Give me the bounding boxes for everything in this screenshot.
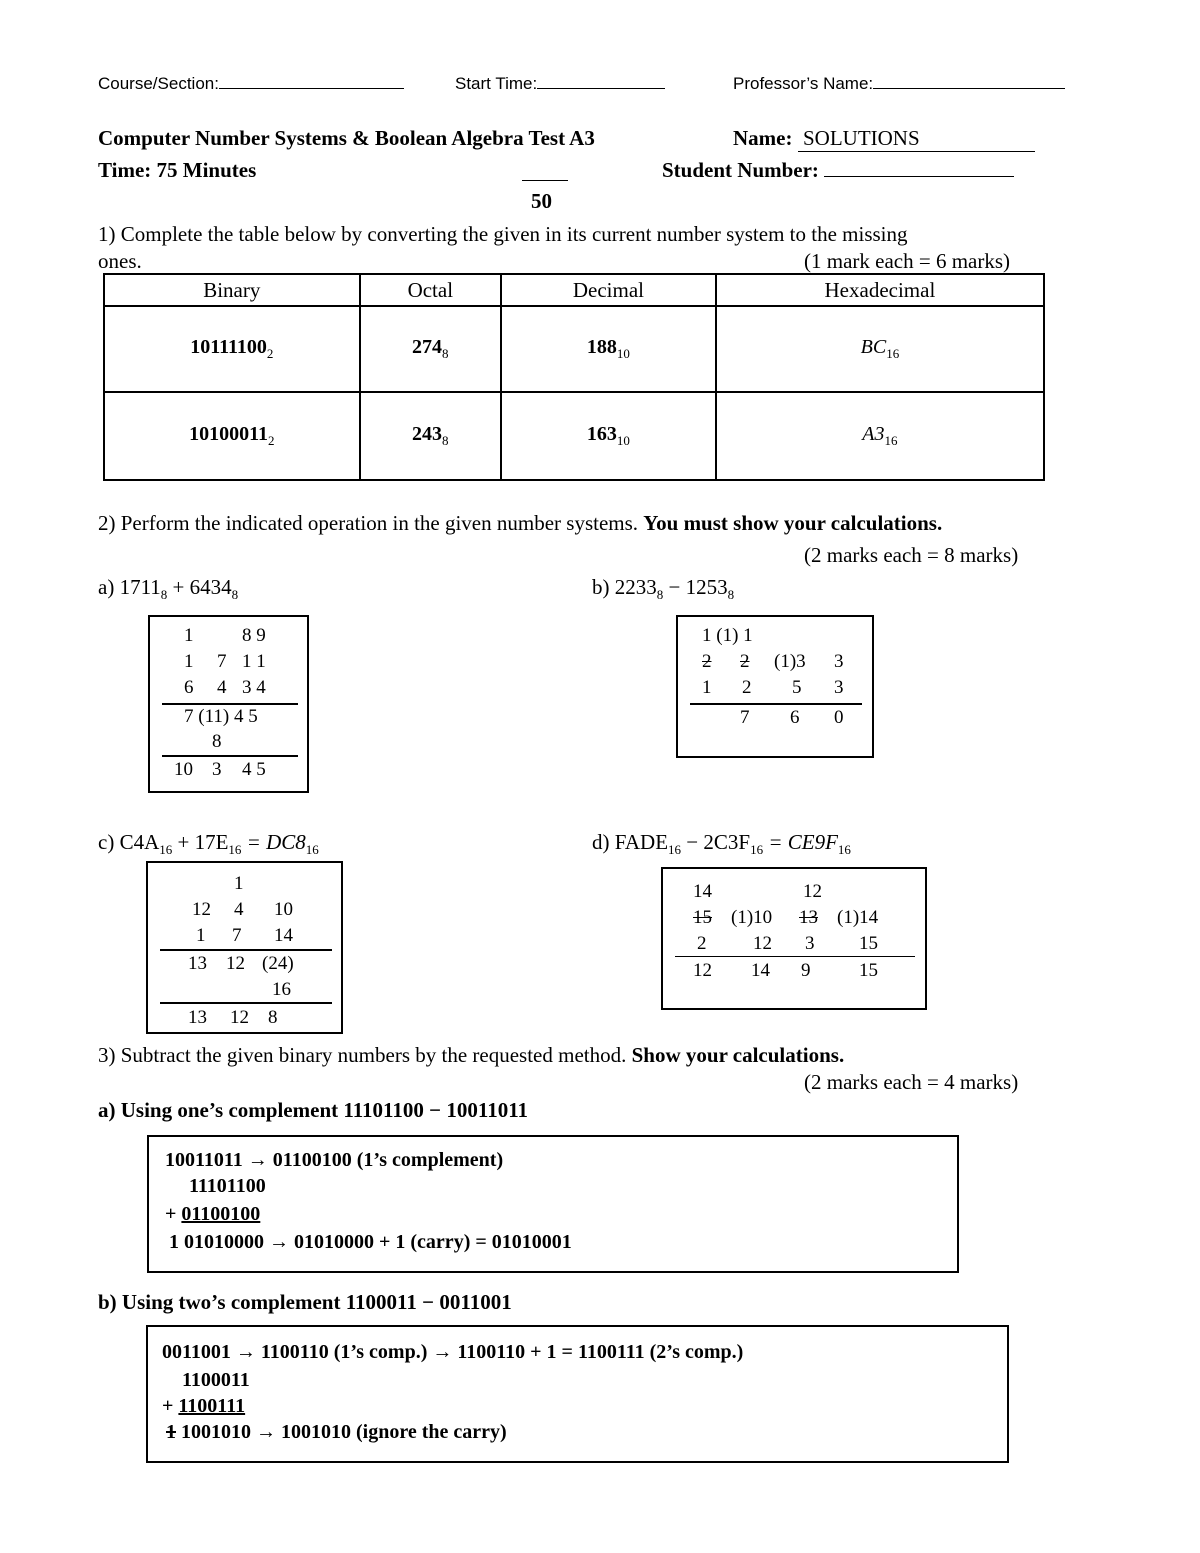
q3b-work-box bbox=[146, 1325, 1009, 1463]
q2c-label: c) $C4A_{16} + 17E_{16} = DC8_{16}$ bbox=[98, 830, 319, 858]
q2b-r4-b: 6 bbox=[790, 707, 800, 728]
q2b-r2-c: (1)3 bbox=[774, 651, 806, 672]
q2c-r4-b: 12 bbox=[226, 953, 245, 974]
q2a-r6-b: 3 bbox=[212, 759, 222, 780]
q2b-r1: 1 (1) 1 bbox=[702, 625, 753, 646]
student-number-blank[interactable] bbox=[824, 176, 1014, 177]
q2d-r2-c: 13 bbox=[799, 907, 818, 928]
q1-prompt-line2: ones. bbox=[98, 249, 142, 273]
cell-decimal: $163_{10}$ bbox=[501, 392, 716, 480]
q2-marks: (2 marks each = 8 marks) bbox=[804, 543, 1019, 567]
q2c-r6-b: 12 bbox=[230, 1007, 249, 1028]
q2c-r1: 1 bbox=[234, 873, 244, 894]
q2a-r3-a: 6 bbox=[184, 677, 194, 698]
q2b-r4-a: 7 bbox=[740, 707, 750, 728]
q2b-r2-b: 2 bbox=[740, 651, 750, 672]
q2a-r3-b: 4 bbox=[217, 677, 227, 698]
q2b-r3-d: 3 bbox=[834, 677, 844, 698]
q3b-line4: 1 1001010 → 1001010 (ignore the carry) bbox=[166, 1421, 507, 1443]
q2b-work-box bbox=[676, 615, 874, 758]
q2c-r4-a: 13 bbox=[188, 953, 207, 974]
q2a-r1-b: 8 9 bbox=[242, 625, 266, 646]
cell-decimal: $188_{10}$ bbox=[501, 306, 716, 392]
cell-hex: $A3_{16}$ bbox=[716, 392, 1044, 480]
name-field bbox=[733, 126, 1035, 152]
q2c-work-box bbox=[146, 861, 343, 1034]
student-number-label: Student Number: bbox=[662, 158, 819, 182]
course-section-blank[interactable] bbox=[219, 88, 404, 89]
q1-marks: (1 mark each = 6 marks) bbox=[804, 249, 1011, 273]
q1-prompt-line1: 1) Complete the table below by converting the given in its current number system to the missing bbox=[98, 222, 908, 246]
q2b-diff-rule bbox=[690, 703, 862, 705]
professor-name-label: Professor’s Name: bbox=[733, 74, 874, 93]
professor-name-field bbox=[733, 74, 1065, 94]
q2c-r3-b: 7 bbox=[232, 925, 242, 946]
q2a-label: a) $1711_8 + 6434_8$ bbox=[98, 575, 239, 603]
q3-marks: (2 marks each = 4 marks) bbox=[804, 1070, 1019, 1094]
q2b-r4-c: 0 bbox=[834, 707, 844, 728]
q3-prompt: 3) Subtract the given binary numbers by the requested method. Show your calculations. bbox=[98, 1043, 845, 1067]
name-value: SOLUTIONS bbox=[802, 126, 920, 150]
q3a-label: a) Using one’s complement 11101100 − 10011011 bbox=[98, 1098, 529, 1122]
q2c-r4-c: (24) bbox=[262, 953, 294, 974]
header-binary: Binary bbox=[104, 274, 360, 306]
q2c-r6-a: 13 bbox=[188, 1007, 207, 1028]
cell-binary: $10100011_2$ bbox=[104, 392, 360, 480]
q2a-r5: 8 bbox=[212, 731, 222, 752]
q2d-r4-b: 14 bbox=[751, 960, 770, 981]
q2d-label: d) $FADE_{16} - 2C3F_{16} = CE9F_{16}$ bbox=[592, 830, 851, 858]
start-time-label: Start Time: bbox=[455, 74, 538, 93]
student-number-field bbox=[662, 158, 1014, 183]
cell-octal: $274_8$ bbox=[360, 306, 501, 392]
q2a-work-box bbox=[148, 615, 309, 793]
q2a-r2-b: 7 bbox=[217, 651, 227, 672]
header-hexadecimal: Hexadecimal bbox=[716, 274, 1044, 306]
course-section-field bbox=[98, 74, 404, 94]
cell-binary: $10111100_2$ bbox=[104, 306, 360, 392]
table-row bbox=[104, 392, 1044, 480]
q2d-r3-d: 15 bbox=[859, 933, 878, 954]
q2d-r2-a: 15 bbox=[693, 907, 712, 928]
q2a-r1-a: 1 bbox=[184, 625, 194, 646]
q3a-line2: 11101100 bbox=[189, 1175, 266, 1197]
q2d-work-box bbox=[661, 867, 927, 1010]
q2a-r2-a: 1 bbox=[184, 651, 194, 672]
q2c-r2-a: 12 bbox=[192, 899, 211, 920]
q2b-r2-a: 2 bbox=[702, 651, 712, 672]
q2b-r3-c: 5 bbox=[792, 677, 802, 698]
q2a-r6-a: 10 bbox=[174, 759, 193, 780]
q3b-line1: 0011001 → 1100110 (1’s comp.) → 1100110 + 1 = 1100111 (2’s comp.) bbox=[162, 1341, 744, 1363]
q2d-r4-a: 12 bbox=[693, 960, 712, 981]
q2c-r5: 16 bbox=[272, 979, 291, 1000]
q3b-line3: + 1100111 bbox=[162, 1395, 246, 1417]
time-limit: Time: 75 Minutes bbox=[98, 158, 257, 182]
q3a-line1: 10011011 → 01100100 (1’s complement) bbox=[165, 1149, 504, 1171]
name-label: Name: bbox=[733, 126, 793, 150]
q3a-work-box bbox=[147, 1135, 959, 1273]
q2c-r2-c: 10 bbox=[274, 899, 293, 920]
score-blank[interactable] bbox=[522, 180, 568, 181]
q2d-r1-b: 12 bbox=[803, 881, 822, 902]
q2a-r6-c: 4 5 bbox=[242, 759, 266, 780]
q2b-label: b) $2233_8 - 1253_8$ bbox=[592, 575, 735, 603]
q2c-sum-rule-2 bbox=[160, 1002, 332, 1004]
conversion-table bbox=[103, 273, 1045, 481]
q2a-sum-rule bbox=[162, 703, 298, 705]
cell-hex: $BC_{16}$ bbox=[716, 306, 1044, 392]
q2c-sum-rule bbox=[160, 949, 332, 951]
q2d-r4-c: 9 bbox=[801, 960, 811, 981]
q2a-sum-rule-2 bbox=[162, 755, 298, 757]
q2b-r2-d: 3 bbox=[834, 651, 844, 672]
q2a-r3-c: 3 4 bbox=[242, 677, 266, 698]
cell-octal: $243_8$ bbox=[360, 392, 501, 480]
professor-name-blank[interactable] bbox=[873, 88, 1065, 89]
q3b-line2: 1100011 bbox=[182, 1369, 250, 1391]
q3a-line3: + 01100100 bbox=[165, 1203, 261, 1225]
header-decimal: Decimal bbox=[501, 274, 716, 306]
q2c-r3-a: 1 bbox=[196, 925, 206, 946]
header-octal: Octal bbox=[360, 274, 501, 306]
q2-prompt: 2) Perform the indicated operation in the given number systems. You must show your calculations. bbox=[98, 511, 943, 535]
q2d-r3-b: 12 bbox=[753, 933, 772, 954]
q2a-r4: 7 (11) 4 5 bbox=[184, 706, 258, 727]
start-time-field bbox=[455, 74, 665, 94]
name-blank[interactable] bbox=[798, 126, 1035, 152]
q2d-r3-c: 3 bbox=[805, 933, 815, 954]
score-total: 50 bbox=[531, 189, 552, 213]
q2a-r2-c: 1 1 bbox=[242, 651, 266, 672]
q3a-line4: 1 01010000 → 01010000 + 1 (carry) = 01010001 bbox=[169, 1231, 572, 1253]
q2d-r1-a: 14 bbox=[693, 881, 712, 902]
q2c-r2-b: 4 bbox=[234, 899, 244, 920]
start-time-blank[interactable] bbox=[537, 88, 665, 89]
q2b-r3-a: 1 bbox=[702, 677, 712, 698]
course-section-label: Course/Section: bbox=[98, 74, 219, 93]
q2d-r2-d: (1)14 bbox=[837, 907, 879, 928]
q2d-r4-d: 15 bbox=[859, 960, 878, 981]
q2d-r3-a: 2 bbox=[697, 933, 707, 954]
q2c-r6-c: 8 bbox=[268, 1007, 278, 1028]
test-title: Computer Number Systems & Boolean Algebra Test A3 bbox=[98, 126, 595, 150]
q2d-r2-b: (1)10 bbox=[731, 907, 773, 928]
table-row bbox=[104, 306, 1044, 392]
q3b-label: b) Using two’s complement 1100011 − 0011001 bbox=[98, 1290, 512, 1314]
q2b-r3-b: 2 bbox=[742, 677, 752, 698]
q2d-diff-rule bbox=[675, 956, 915, 957]
q2c-r3-c: 14 bbox=[274, 925, 293, 946]
table-header-row bbox=[104, 274, 1044, 306]
